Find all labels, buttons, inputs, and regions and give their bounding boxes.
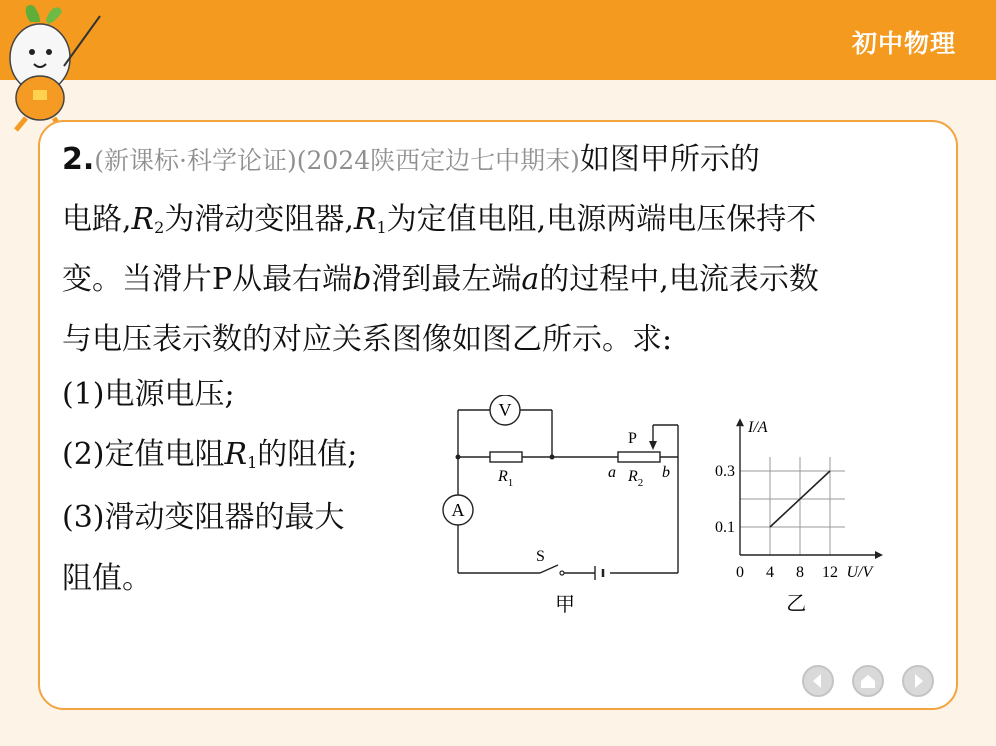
question-line-4: 与电压表示数的对应关系图像如图乙所示。求: xyxy=(62,322,673,357)
question-text: 如图甲所示的 xyxy=(579,142,760,177)
text-span: 电路, xyxy=(62,202,132,237)
r1-label xyxy=(497,468,513,489)
prev-button[interactable] xyxy=(802,665,834,697)
home-button[interactable] xyxy=(852,665,884,697)
voltmeter-label: V xyxy=(498,400,512,420)
header-bar xyxy=(0,0,996,80)
rheostat-r2 xyxy=(618,452,660,462)
text-span: 为定值电阻,电源两端电压保持不 xyxy=(386,202,817,237)
r1-subscript: 1 xyxy=(376,218,387,237)
x-tick-label: 4 xyxy=(766,564,774,581)
switch-contact xyxy=(560,571,564,575)
home-icon xyxy=(854,667,882,695)
mascot-icon xyxy=(0,0,110,135)
x-axis-arrow xyxy=(875,551,883,559)
iu-graph xyxy=(715,418,883,615)
text-span: 为滑动变阻器, xyxy=(164,202,354,237)
question-line-1 xyxy=(62,142,760,177)
r1-symbol: R xyxy=(498,468,508,485)
slider-arrow xyxy=(649,441,657,450)
junction-dot xyxy=(456,455,461,460)
r2-symbol: R xyxy=(131,202,155,237)
x-tick-label: 12 xyxy=(822,564,838,581)
next-button[interactable] xyxy=(902,665,934,697)
x-axis-label: U/V xyxy=(846,564,873,581)
r1-symbol: R xyxy=(353,202,377,237)
sub-question-3: (3)滑动变阻器的最大 xyxy=(62,500,345,535)
sub-question-3-cont: 阻值。 xyxy=(62,561,152,596)
figure-area xyxy=(440,395,910,625)
graph-caption: 乙 xyxy=(786,591,807,615)
sub-question-1: (1)电源电压; xyxy=(62,377,235,412)
y-axis-arrow xyxy=(736,418,744,426)
x-tick-label: 0 xyxy=(736,564,744,581)
question-number: 2. xyxy=(62,142,95,177)
resistor-r1 xyxy=(490,452,522,462)
circuit-diagram xyxy=(458,410,678,573)
switch-symbol xyxy=(540,565,558,573)
r2-label xyxy=(627,468,643,489)
sub-question-2 xyxy=(62,437,358,478)
text-span: 的过程中,电流表示数 xyxy=(539,262,819,297)
r1-subscript: 1 xyxy=(507,477,514,489)
y-tick-label: 0.3 xyxy=(715,463,735,480)
r2-symbol: R xyxy=(628,468,638,485)
question-line-2 xyxy=(62,202,817,243)
end-b-label: b xyxy=(662,464,670,481)
arrow-left-icon xyxy=(804,667,832,695)
subject-title: 初中物理 xyxy=(851,29,956,58)
end-a-symbol: a xyxy=(521,262,540,297)
r2-subscript: 2 xyxy=(637,477,644,489)
junction-dot xyxy=(550,455,555,460)
text-span: 滑到最左端 xyxy=(371,262,522,297)
y-tick-label: 0.1 xyxy=(715,519,735,536)
question-line-3 xyxy=(62,262,819,297)
r2-subscript: 2 xyxy=(154,218,165,237)
question-source: (新课标·科学论证)(2024陕西定边七中期末) xyxy=(94,146,580,175)
r1-subscript: 1 xyxy=(247,453,258,472)
switch-label: S xyxy=(536,548,545,565)
end-b-symbol: b xyxy=(352,262,372,297)
text-span: 的阻值; xyxy=(257,437,358,472)
end-a-label: a xyxy=(608,464,616,481)
y-axis-label: I/A xyxy=(748,419,768,437)
text-span: (2)定值电阻 xyxy=(62,437,225,472)
slider-label: P xyxy=(628,430,637,447)
x-tick-label: 8 xyxy=(796,564,804,581)
circuit-caption: 甲 xyxy=(555,592,575,616)
ammeter-label: A xyxy=(451,500,465,520)
r1-symbol: R xyxy=(224,437,248,472)
text-span: 变。当滑片P从最右端 xyxy=(62,262,353,297)
arrow-right-icon xyxy=(904,667,932,695)
